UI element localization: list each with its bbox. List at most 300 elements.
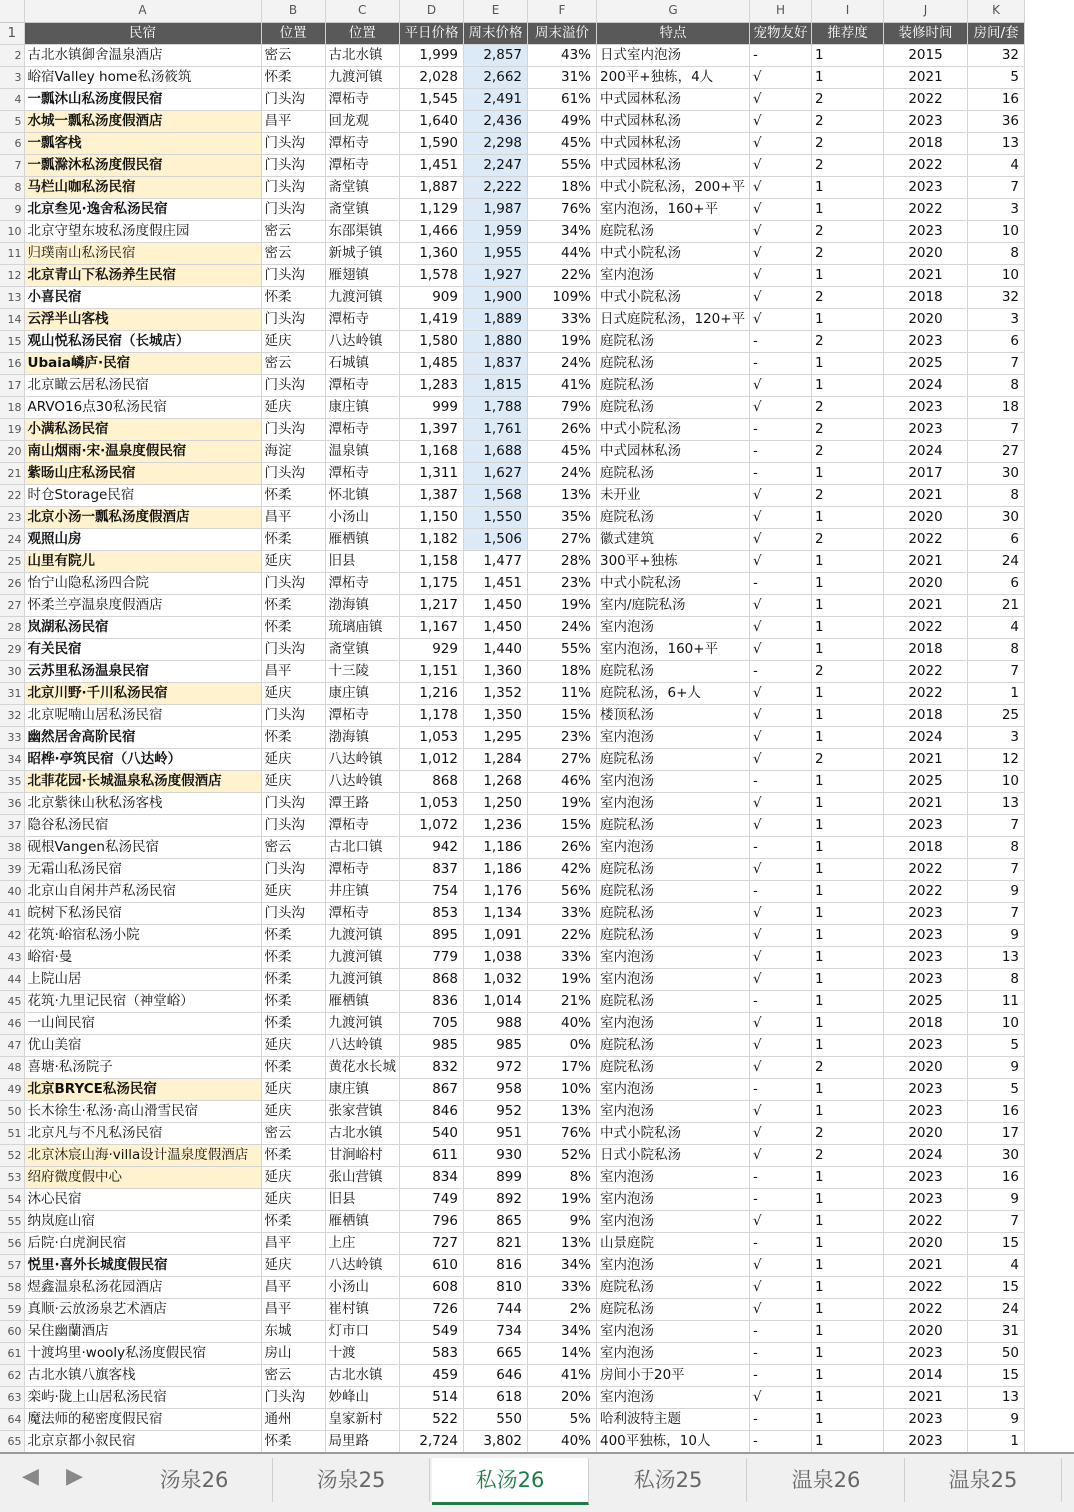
table-cell[interactable]: 康庄镇 — [325, 682, 400, 704]
table-cell[interactable]: 1 — [812, 1034, 884, 1056]
table-cell[interactable]: 2023 — [884, 220, 968, 242]
table-cell[interactable]: 延庆 — [261, 880, 325, 902]
table-cell[interactable]: 延庆 — [261, 330, 325, 352]
table-cell[interactable]: 15% — [528, 704, 597, 726]
table-cell[interactable]: 1 — [812, 1210, 884, 1232]
table-cell[interactable]: 一瓢客栈 — [24, 132, 261, 154]
table-cell[interactable]: 2 — [812, 154, 884, 176]
table-cell[interactable]: 0% — [528, 1034, 597, 1056]
table-cell[interactable]: 南山烟雨·宋·温泉度假民宿 — [24, 440, 261, 462]
table-cell[interactable]: 2022 — [884, 198, 968, 220]
column-header-j[interactable]: J — [884, 0, 968, 22]
row-number[interactable]: 64 — [0, 1408, 24, 1430]
table-cell[interactable]: 1 — [812, 858, 884, 880]
table-cell[interactable]: 徽式建筑 — [597, 528, 750, 550]
row-number[interactable]: 43 — [0, 946, 24, 968]
table-cell[interactable]: 13 — [968, 132, 1025, 154]
table-cell[interactable]: 665 — [464, 1342, 528, 1364]
table-cell[interactable]: 东城 — [261, 1320, 325, 1342]
table-cell[interactable]: 1 — [812, 1408, 884, 1430]
table-cell[interactable]: 观照山房 — [24, 528, 261, 550]
table-cell[interactable]: 1,900 — [464, 286, 528, 308]
table-cell[interactable]: 九渡河镇 — [325, 1012, 400, 1034]
table-cell[interactable]: 2,222 — [464, 176, 528, 198]
table-cell[interactable]: 951 — [464, 1122, 528, 1144]
row-number[interactable]: 50 — [0, 1100, 24, 1122]
table-cell[interactable]: 潭王路 — [325, 792, 400, 814]
table-cell[interactable]: 27% — [528, 748, 597, 770]
table-cell[interactable]: 有关民宿 — [24, 638, 261, 660]
table-cell[interactable]: - — [750, 572, 812, 594]
table-cell[interactable]: - — [750, 1320, 812, 1342]
table-cell[interactable]: 门头沟 — [261, 638, 325, 660]
table-cell[interactable]: 2024 — [884, 726, 968, 748]
table-cell[interactable]: 45% — [528, 440, 597, 462]
table-cell[interactable]: 1 — [812, 770, 884, 792]
table-cell[interactable]: 庭院私汤 — [597, 990, 750, 1012]
table-cell[interactable]: 705 — [400, 1012, 464, 1034]
row-number[interactable]: 13 — [0, 286, 24, 308]
table-cell[interactable]: 821 — [464, 1232, 528, 1254]
table-cell[interactable]: 优山美宿 — [24, 1034, 261, 1056]
table-cell[interactable]: 1,175 — [400, 572, 464, 594]
table-cell[interactable]: 1 — [812, 594, 884, 616]
table-cell[interactable]: 79% — [528, 396, 597, 418]
table-cell[interactable]: 2020 — [884, 1122, 968, 1144]
table-cell[interactable]: 1 — [812, 682, 884, 704]
table-cell[interactable]: 2024 — [884, 374, 968, 396]
table-cell[interactable]: 9% — [528, 1210, 597, 1232]
table-cell[interactable]: 30 — [968, 462, 1025, 484]
table-cell[interactable]: - — [750, 1408, 812, 1430]
table-cell[interactable]: 怀柔 — [261, 528, 325, 550]
table-cell[interactable]: 2022 — [884, 858, 968, 880]
table-cell[interactable]: 幽然居舍高阶民宿 — [24, 726, 261, 748]
row-number[interactable]: 41 — [0, 902, 24, 924]
table-cell[interactable]: 庭院私汤 — [597, 858, 750, 880]
table-cell[interactable]: 石城镇 — [325, 352, 400, 374]
table-cell[interactable]: 1 — [812, 616, 884, 638]
table-cell[interactable]: Ubaia嶙庐·民宿 — [24, 352, 261, 374]
table-cell[interactable]: 15 — [968, 1232, 1025, 1254]
row-number[interactable]: 5 — [0, 110, 24, 132]
table-cell[interactable]: 1,568 — [464, 484, 528, 506]
table-cell[interactable]: 1 — [812, 1100, 884, 1122]
sheet-tab[interactable]: 汤泉26 — [116, 1458, 273, 1502]
table-cell[interactable]: √ — [750, 638, 812, 660]
table-cell[interactable]: 5 — [968, 1078, 1025, 1100]
table-cell[interactable]: 18 — [968, 396, 1025, 418]
table-cell[interactable]: 庭院私汤 — [597, 660, 750, 682]
table-cell[interactable]: 室内泡汤 — [597, 1078, 750, 1100]
table-cell[interactable]: 1,295 — [464, 726, 528, 748]
table-cell[interactable]: 1,545 — [400, 88, 464, 110]
table-cell[interactable]: 952 — [464, 1100, 528, 1122]
table-cell[interactable]: 583 — [400, 1342, 464, 1364]
table-cell[interactable]: 3,802 — [464, 1430, 528, 1452]
table-cell[interactable]: 1 — [812, 1364, 884, 1386]
table-cell[interactable]: 1,397 — [400, 418, 464, 440]
sheet-tab[interactable]: 私汤25 — [590, 1458, 747, 1502]
table-cell[interactable]: 52% — [528, 1144, 597, 1166]
table-cell[interactable]: 1,640 — [400, 110, 464, 132]
row-number[interactable]: 24 — [0, 528, 24, 550]
table-cell[interactable]: 18% — [528, 176, 597, 198]
table-cell[interactable]: 峪宿·曼 — [24, 946, 261, 968]
table-cell[interactable]: 11% — [528, 682, 597, 704]
row-number[interactable]: 8 — [0, 176, 24, 198]
table-cell[interactable]: 古北水镇 — [325, 1364, 400, 1386]
header-cell[interactable]: 平日价格 — [400, 22, 464, 44]
table-cell[interactable]: 2023 — [884, 418, 968, 440]
table-cell[interactable]: 渤海镇 — [325, 594, 400, 616]
table-cell[interactable]: 1 — [812, 462, 884, 484]
table-cell[interactable]: √ — [750, 528, 812, 550]
table-cell[interactable]: 909 — [400, 286, 464, 308]
table-cell[interactable]: 1,889 — [464, 308, 528, 330]
table-cell[interactable]: 1 — [968, 1430, 1025, 1452]
row-number[interactable]: 28 — [0, 616, 24, 638]
prev-sheet-icon[interactable]: ◀ — [22, 1464, 39, 1489]
table-cell[interactable]: 日式室内泡汤 — [597, 44, 750, 66]
row-number[interactable]: 1 — [0, 22, 24, 44]
table-cell[interactable]: √ — [750, 726, 812, 748]
table-cell[interactable]: 2025 — [884, 770, 968, 792]
table-cell[interactable]: 昌平 — [261, 506, 325, 528]
table-cell[interactable]: 1,014 — [464, 990, 528, 1012]
table-cell[interactable]: 16 — [968, 88, 1025, 110]
table-cell[interactable]: √ — [750, 484, 812, 506]
table-cell[interactable]: 门头沟 — [261, 418, 325, 440]
table-cell[interactable]: 2021 — [884, 264, 968, 286]
table-cell[interactable]: 皇家新村 — [325, 1408, 400, 1430]
row-number[interactable]: 46 — [0, 1012, 24, 1034]
table-cell[interactable]: 1 — [812, 1342, 884, 1364]
table-cell[interactable]: 门头沟 — [261, 792, 325, 814]
table-cell[interactable]: 1,466 — [400, 220, 464, 242]
table-cell[interactable]: √ — [750, 88, 812, 110]
table-cell[interactable]: 2 — [812, 484, 884, 506]
table-cell[interactable]: 2,028 — [400, 66, 464, 88]
table-cell[interactable]: 2023 — [884, 1342, 968, 1364]
row-number[interactable]: 4 — [0, 88, 24, 110]
table-cell[interactable]: 回龙观 — [325, 110, 400, 132]
table-cell[interactable]: 室内泡汤 — [597, 726, 750, 748]
row-number[interactable]: 48 — [0, 1056, 24, 1078]
table-cell[interactable]: 33% — [528, 308, 597, 330]
table-cell[interactable]: - — [750, 330, 812, 352]
row-number[interactable]: 21 — [0, 462, 24, 484]
table-cell[interactable]: 潭柘寺 — [325, 704, 400, 726]
table-cell[interactable]: 北京山自闲井芦私汤民宿 — [24, 880, 261, 902]
table-cell[interactable]: 室内泡汤 — [597, 1012, 750, 1034]
table-cell[interactable]: 延庆 — [261, 1166, 325, 1188]
table-cell[interactable]: 室内泡汤 — [597, 616, 750, 638]
table-cell[interactable]: 1,987 — [464, 198, 528, 220]
table-cell[interactable]: √ — [750, 220, 812, 242]
table-cell[interactable]: 1 — [812, 550, 884, 572]
table-cell[interactable]: 2 — [812, 286, 884, 308]
row-number[interactable]: 7 — [0, 154, 24, 176]
table-cell[interactable]: 34% — [528, 1254, 597, 1276]
table-cell[interactable]: √ — [750, 374, 812, 396]
column-header-b[interactable]: B — [261, 0, 325, 22]
table-cell[interactable]: 1,550 — [464, 506, 528, 528]
row-number[interactable]: 26 — [0, 572, 24, 594]
table-cell[interactable]: 2023 — [884, 814, 968, 836]
table-cell[interactable]: 608 — [400, 1276, 464, 1298]
table-cell[interactable]: 1,284 — [464, 748, 528, 770]
table-cell[interactable]: 庭院私汤 — [597, 748, 750, 770]
table-cell[interactable]: 九渡河镇 — [325, 924, 400, 946]
table-cell[interactable]: 1,012 — [400, 748, 464, 770]
table-cell[interactable]: 紫旸山庄私汤民宿 — [24, 462, 261, 484]
table-cell[interactable]: 4 — [968, 616, 1025, 638]
row-number[interactable]: 11 — [0, 242, 24, 264]
table-cell[interactable]: 19% — [528, 330, 597, 352]
table-cell[interactable]: 岚湖私汤民宿 — [24, 616, 261, 638]
table-cell[interactable]: - — [750, 440, 812, 462]
column-header-f[interactable]: F — [528, 0, 597, 22]
row-number[interactable]: 14 — [0, 308, 24, 330]
table-cell[interactable]: 2022 — [884, 682, 968, 704]
table-cell[interactable]: 1,761 — [464, 418, 528, 440]
row-number[interactable]: 29 — [0, 638, 24, 660]
table-cell[interactable]: √ — [750, 1386, 812, 1408]
table-cell[interactable]: 21 — [968, 594, 1025, 616]
table-cell[interactable]: 32 — [968, 286, 1025, 308]
table-cell[interactable]: 八达岭镇 — [325, 748, 400, 770]
table-cell[interactable]: 5% — [528, 1408, 597, 1430]
table-cell[interactable]: 小汤山 — [325, 1276, 400, 1298]
table-cell[interactable]: 北京川野·千川私汤民宿 — [24, 682, 261, 704]
table-cell[interactable]: 13% — [528, 484, 597, 506]
table-cell[interactable]: 12 — [968, 748, 1025, 770]
table-cell[interactable]: 34% — [528, 1320, 597, 1342]
table-cell[interactable]: 8 — [968, 242, 1025, 264]
table-cell[interactable]: 1,419 — [400, 308, 464, 330]
table-cell[interactable]: 九渡河镇 — [325, 946, 400, 968]
table-cell[interactable]: 24% — [528, 462, 597, 484]
table-cell[interactable]: 1 — [812, 880, 884, 902]
header-cell[interactable]: 推荐度 — [812, 22, 884, 44]
table-cell[interactable]: 门头沟 — [261, 264, 325, 286]
table-cell[interactable]: 无霜山私汤民宿 — [24, 858, 261, 880]
table-cell[interactable]: 17 — [968, 1122, 1025, 1144]
table-cell[interactable]: 2022 — [884, 1298, 968, 1320]
header-cell[interactable]: 周末溢价 — [528, 22, 597, 44]
table-cell[interactable]: 日式小院私汤 — [597, 1144, 750, 1166]
table-cell[interactable]: 斋堂镇 — [325, 198, 400, 220]
row-number[interactable]: 51 — [0, 1122, 24, 1144]
table-cell[interactable]: 109% — [528, 286, 597, 308]
row-number[interactable]: 47 — [0, 1034, 24, 1056]
table-cell[interactable]: 1,450 — [464, 616, 528, 638]
table-cell[interactable]: 中式小院私汤 — [597, 242, 750, 264]
header-cell[interactable]: 位置 — [261, 22, 325, 44]
table-cell[interactable]: 2024 — [884, 440, 968, 462]
table-cell[interactable]: 中式园林私汤 — [597, 154, 750, 176]
row-number[interactable]: 63 — [0, 1386, 24, 1408]
table-cell[interactable]: 2021 — [884, 792, 968, 814]
table-cell[interactable]: 2018 — [884, 1012, 968, 1034]
table-cell[interactable]: 28% — [528, 550, 597, 572]
table-cell[interactable]: 北京守望东坡私汤度假庄园 — [24, 220, 261, 242]
table-cell[interactable]: 门头沟 — [261, 308, 325, 330]
table-cell[interactable]: 1,451 — [464, 572, 528, 594]
table-cell[interactable]: 门头沟 — [261, 572, 325, 594]
table-cell[interactable]: 悦里·喜外长城度假民宿 — [24, 1254, 261, 1276]
table-cell[interactable]: 8 — [968, 836, 1025, 858]
table-cell[interactable]: 门头沟 — [261, 858, 325, 880]
table-cell[interactable]: 北京呢喃山居私汤民宿 — [24, 704, 261, 726]
table-cell[interactable]: 室内泡汤 — [597, 792, 750, 814]
table-cell[interactable]: 中式园林私汤 — [597, 440, 750, 462]
table-cell[interactable]: 一瓢滁沐私汤度假民宿 — [24, 154, 261, 176]
table-cell[interactable]: 门头沟 — [261, 1386, 325, 1408]
table-cell[interactable]: 庭院私汤 — [597, 374, 750, 396]
row-number[interactable]: 2 — [0, 44, 24, 66]
table-cell[interactable]: 1,590 — [400, 132, 464, 154]
table-cell[interactable]: 2022 — [884, 88, 968, 110]
table-cell[interactable]: 646 — [464, 1364, 528, 1386]
table-cell[interactable]: 1 — [812, 1232, 884, 1254]
row-number[interactable]: 49 — [0, 1078, 24, 1100]
table-cell[interactable]: 400平独栋，10人 — [597, 1430, 750, 1452]
table-cell[interactable]: 庭院私汤 — [597, 220, 750, 242]
table-cell[interactable]: 8 — [968, 374, 1025, 396]
table-cell[interactable]: 610 — [400, 1254, 464, 1276]
table-cell[interactable]: 张山营镇 — [325, 1166, 400, 1188]
table-cell[interactable]: 房间小于20平 — [597, 1364, 750, 1386]
table-cell[interactable]: 22% — [528, 264, 597, 286]
table-cell[interactable]: 2023 — [884, 946, 968, 968]
row-number[interactable]: 16 — [0, 352, 24, 374]
table-cell[interactable]: 1,311 — [400, 462, 464, 484]
row-number[interactable]: 60 — [0, 1320, 24, 1342]
table-cell[interactable]: 室内泡汤 — [597, 1166, 750, 1188]
table-cell[interactable]: 19% — [528, 594, 597, 616]
table-cell[interactable]: 十渡 — [325, 1342, 400, 1364]
table-cell[interactable]: 怀柔 — [261, 1012, 325, 1034]
table-cell[interactable]: 延庆 — [261, 396, 325, 418]
row-number[interactable]: 40 — [0, 880, 24, 902]
table-cell[interactable]: 怀柔 — [261, 1056, 325, 1078]
table-cell[interactable]: 2 — [812, 1144, 884, 1166]
table-cell[interactable]: 1,091 — [464, 924, 528, 946]
table-cell[interactable]: 2,662 — [464, 66, 528, 88]
table-cell[interactable]: 1,627 — [464, 462, 528, 484]
table-cell[interactable]: 观山悦私汤民宿（长城店） — [24, 330, 261, 352]
table-cell[interactable]: 2,298 — [464, 132, 528, 154]
table-cell[interactable]: 庭院私汤 — [597, 902, 750, 924]
table-cell[interactable]: 一瓢沐山私汤度假民宿 — [24, 88, 261, 110]
table-cell[interactable]: 门头沟 — [261, 704, 325, 726]
row-number[interactable]: 42 — [0, 924, 24, 946]
table-cell[interactable]: 密云 — [261, 1364, 325, 1386]
table-cell[interactable]: 潭柘寺 — [325, 858, 400, 880]
table-cell[interactable]: √ — [750, 264, 812, 286]
table-cell[interactable]: 1,688 — [464, 440, 528, 462]
table-cell[interactable]: 8 — [968, 968, 1025, 990]
table-cell[interactable]: √ — [750, 682, 812, 704]
table-cell[interactable]: 1,837 — [464, 352, 528, 374]
table-cell[interactable]: 雁翅镇 — [325, 264, 400, 286]
table-cell[interactable]: 1,815 — [464, 374, 528, 396]
row-number[interactable]: 3 — [0, 66, 24, 88]
table-cell[interactable]: 8% — [528, 1166, 597, 1188]
table-cell[interactable]: 7 — [968, 660, 1025, 682]
table-cell[interactable]: 56% — [528, 880, 597, 902]
header-cell[interactable]: 民宿 — [24, 22, 261, 44]
row-number[interactable]: 12 — [0, 264, 24, 286]
table-cell[interactable]: 古北水镇八旗客栈 — [24, 1364, 261, 1386]
table-cell[interactable]: 时仓Storage民宿 — [24, 484, 261, 506]
table-cell[interactable]: √ — [750, 968, 812, 990]
table-cell[interactable]: 16 — [968, 1166, 1025, 1188]
table-cell[interactable]: 1 — [812, 1188, 884, 1210]
table-cell[interactable]: 水城一瓢私汤度假酒店 — [24, 110, 261, 132]
table-cell[interactable]: 1,053 — [400, 792, 464, 814]
table-cell[interactable]: 密云 — [261, 242, 325, 264]
table-cell[interactable]: 2017 — [884, 462, 968, 484]
table-cell[interactable]: 中式园林私汤 — [597, 110, 750, 132]
table-cell[interactable]: 2015 — [884, 44, 968, 66]
table-cell[interactable]: 门头沟 — [261, 154, 325, 176]
sheet-tab[interactable]: 私汤26 — [432, 1458, 589, 1505]
table-cell[interactable]: 密云 — [261, 352, 325, 374]
table-cell[interactable]: 2020 — [884, 242, 968, 264]
sheet-tab[interactable]: 汤泉25 — [273, 1458, 430, 1502]
table-cell[interactable]: 23% — [528, 726, 597, 748]
table-cell[interactable]: √ — [750, 1034, 812, 1056]
table-cell[interactable]: 46% — [528, 770, 597, 792]
row-number[interactable]: 20 — [0, 440, 24, 462]
table-cell[interactable]: 门头沟 — [261, 132, 325, 154]
table-cell[interactable]: 花筑·峪宿私汤小院 — [24, 924, 261, 946]
table-cell[interactable]: 煜鑫温泉私汤花园酒店 — [24, 1276, 261, 1298]
table-cell[interactable]: 33% — [528, 902, 597, 924]
table-cell[interactable]: 温泉镇 — [325, 440, 400, 462]
table-cell[interactable]: 1,485 — [400, 352, 464, 374]
table-cell[interactable]: 899 — [464, 1166, 528, 1188]
table-cell[interactable]: 754 — [400, 880, 464, 902]
table-cell[interactable]: 7 — [968, 814, 1025, 836]
next-sheet-icon[interactable]: ▶ — [66, 1464, 83, 1489]
table-cell[interactable]: 40% — [528, 1012, 597, 1034]
table-cell[interactable]: 7 — [968, 858, 1025, 880]
table-cell[interactable]: 中式小院私汤 — [597, 286, 750, 308]
table-cell[interactable]: 怀柔 — [261, 66, 325, 88]
table-cell[interactable]: 2 — [812, 1056, 884, 1078]
table-cell[interactable]: 庭院私汤 — [597, 1034, 750, 1056]
table-cell[interactable]: √ — [750, 550, 812, 572]
table-cell[interactable]: 哈利波特主题 — [597, 1408, 750, 1430]
table-cell[interactable]: 2023 — [884, 1100, 968, 1122]
table-cell[interactable]: 延庆 — [261, 1078, 325, 1100]
table-cell[interactable]: 1 — [812, 308, 884, 330]
table-cell[interactable]: 1 — [812, 924, 884, 946]
table-cell[interactable]: 76% — [528, 198, 597, 220]
table-cell[interactable]: 33% — [528, 1276, 597, 1298]
table-cell[interactable]: 618 — [464, 1386, 528, 1408]
table-cell[interactable]: 1,788 — [464, 396, 528, 418]
table-cell[interactable]: 室内泡汤 — [597, 836, 750, 858]
table-cell[interactable]: 459 — [400, 1364, 464, 1386]
table-cell[interactable]: 室内泡汤 — [597, 1210, 750, 1232]
table-cell[interactable]: 北京凡与不凡私汤民宿 — [24, 1122, 261, 1144]
table-cell[interactable]: 2020 — [884, 506, 968, 528]
